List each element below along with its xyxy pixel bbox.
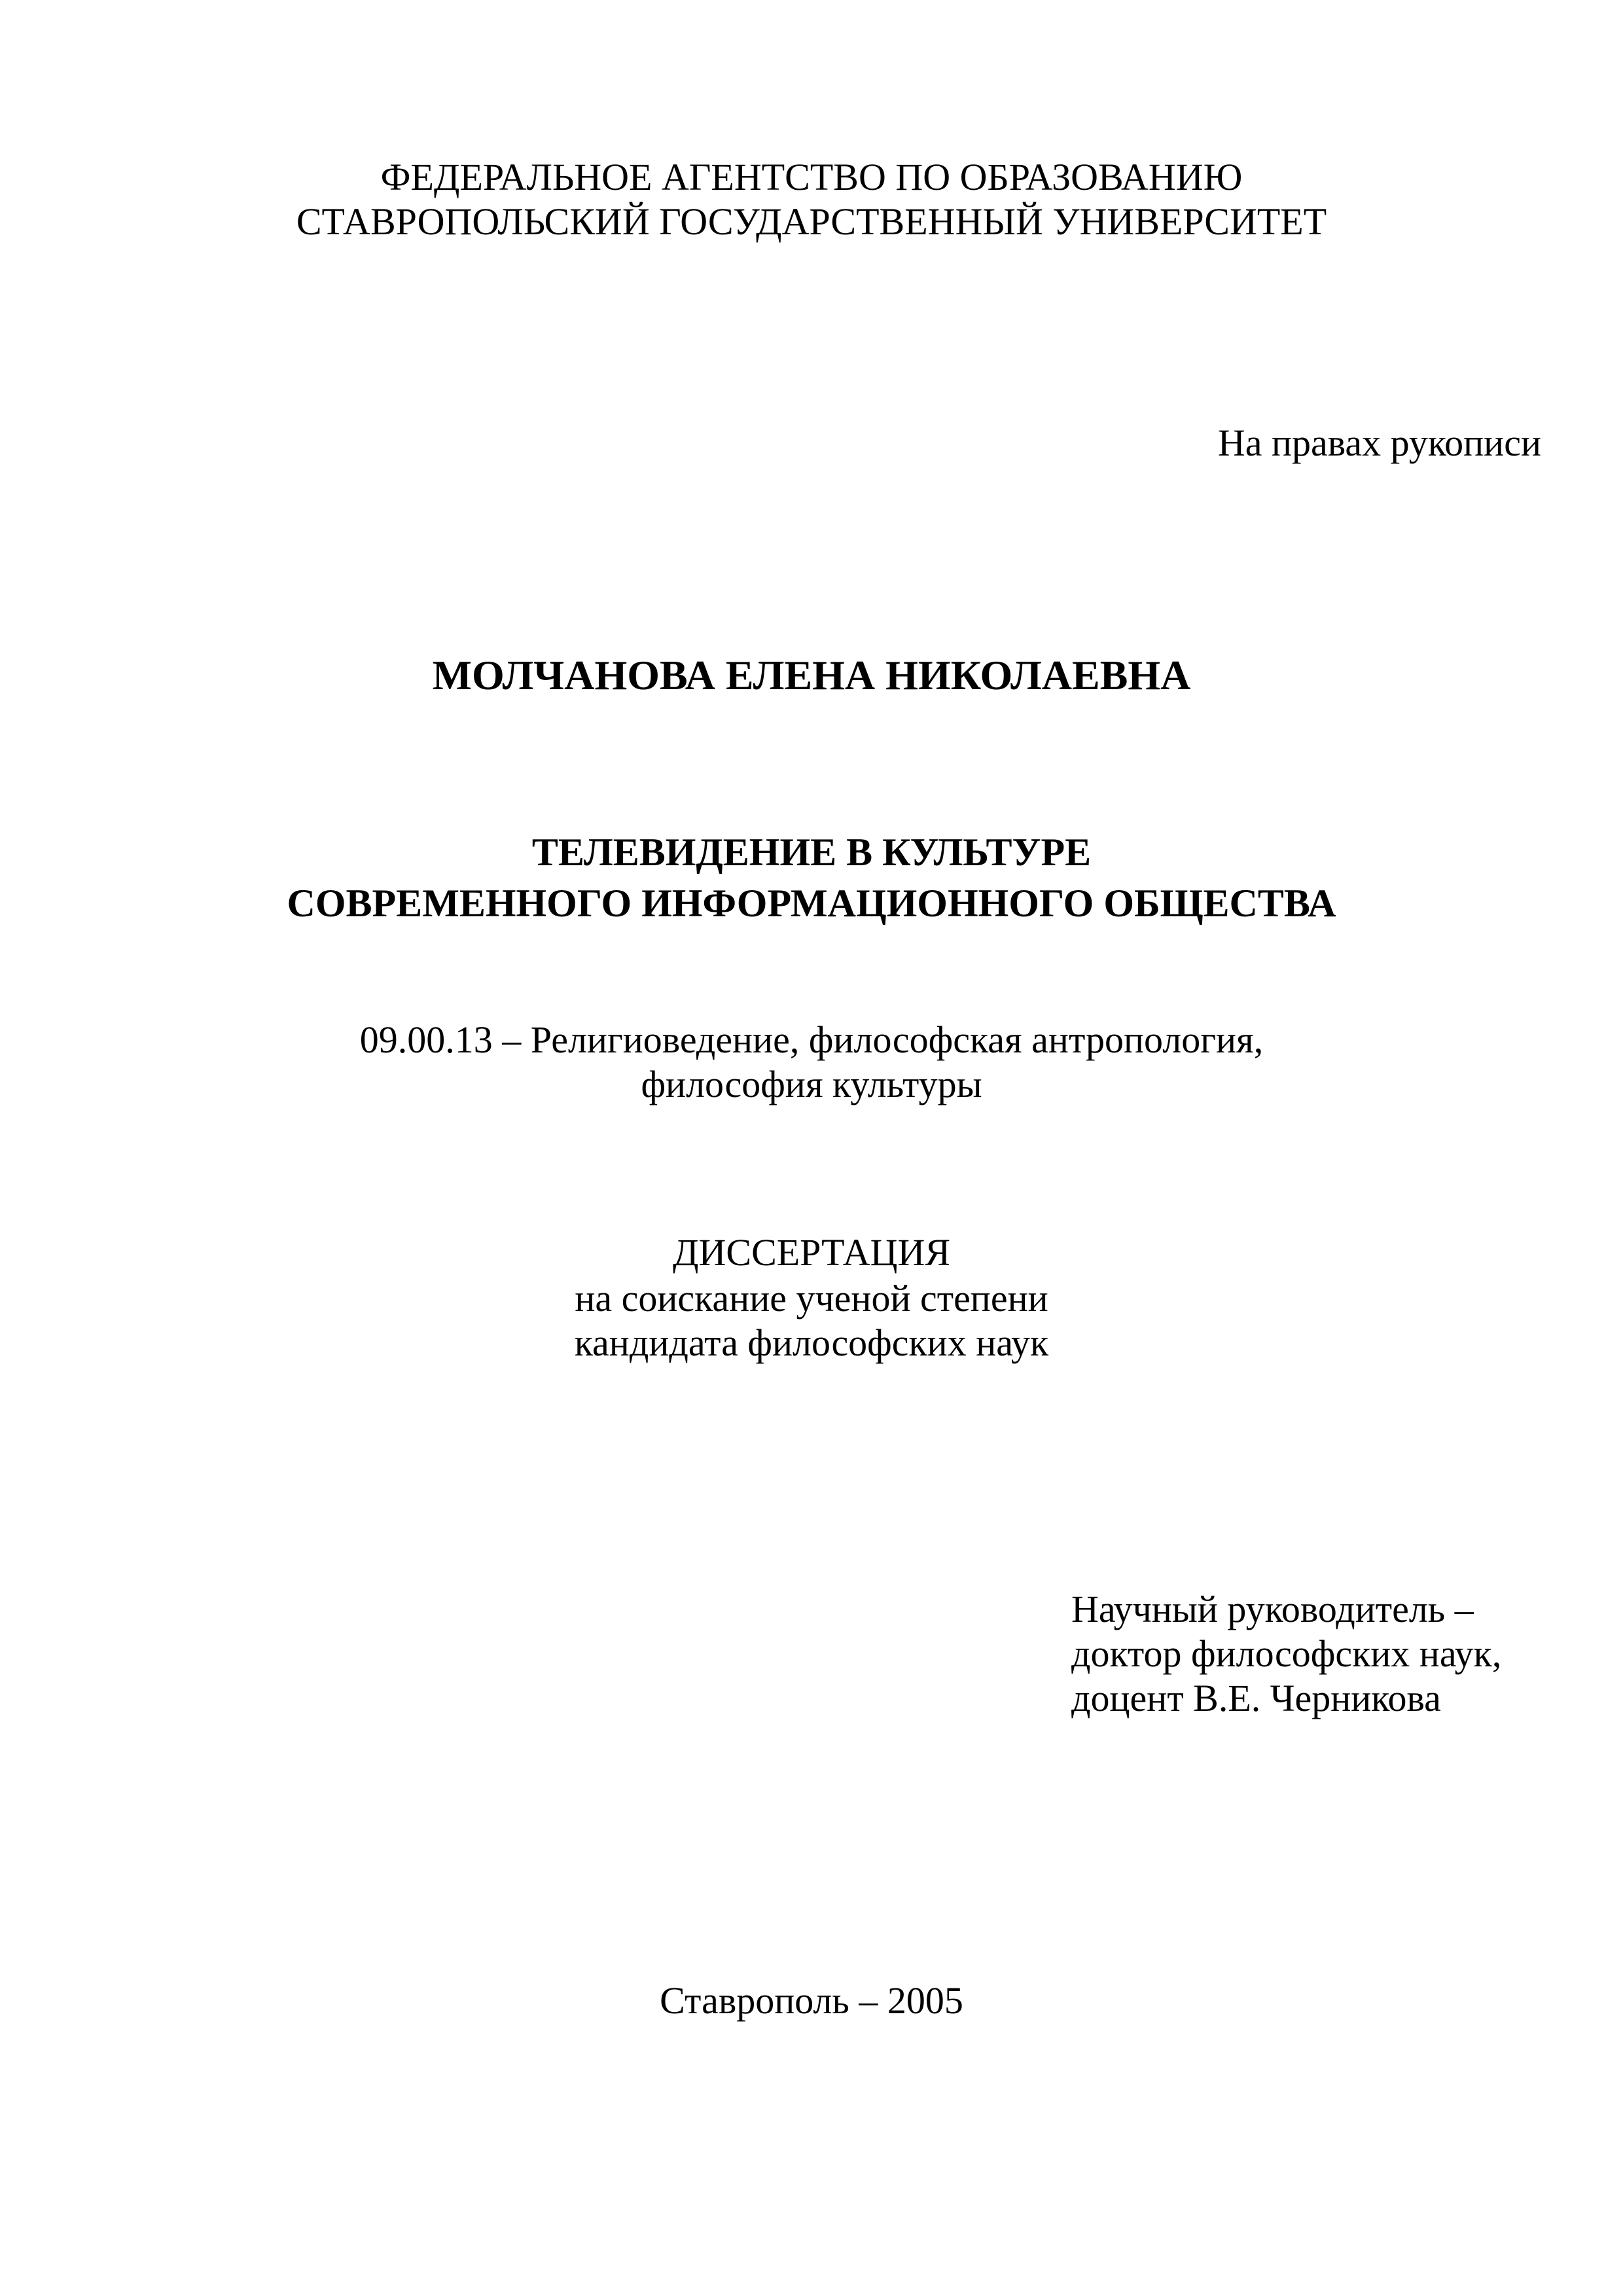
dissertation-title-line-1: ТЕЛЕВИДЕНИЕ В КУЛЬТУРЕ	[531, 831, 1092, 874]
supervisor-line-2: доктор философских наук,	[1071, 1632, 1502, 1675]
degree-line-2: кандидата философских наук	[574, 1321, 1049, 1364]
author-name: МОЛЧАНОВА ЕЛЕНА НИКОЛАЕВНА	[432, 652, 1191, 698]
dissertation-type: ДИССЕРТАЦИЯ	[672, 1231, 951, 1274]
supervisor-line-1: Научный руководитель –	[1071, 1588, 1474, 1630]
supervisor-block	[1071, 1587, 1501, 1721]
supervisor-line-3: доцент В.Е. Черникова	[1071, 1677, 1441, 1719]
degree-line-1: на соискание ученой степени	[575, 1277, 1048, 1319]
specialty-line-2: философия культуры	[641, 1063, 982, 1105]
dissertation-title-line-2: СОВРЕМЕННОГО ИНФОРМАЦИОННОГО ОБЩЕСТВА	[287, 882, 1336, 925]
specialty-line-1: 09.00.13 – Религиоведение, философская антропология,	[359, 1018, 1264, 1061]
city-year: Ставрополь – 2005	[660, 1979, 963, 2022]
university-name: СТАВРОПОЛЬСКИЙ ГОСУДАРСТВЕННЫЙ УНИВЕРСИТЕТ	[296, 200, 1327, 243]
agency-name: ФЕДЕРАЛЬНОЕ АГЕНТСТВО ПО ОБРАЗОВАНИЮ	[380, 156, 1243, 198]
manuscript-note: На правах рукописи	[1217, 422, 1541, 464]
